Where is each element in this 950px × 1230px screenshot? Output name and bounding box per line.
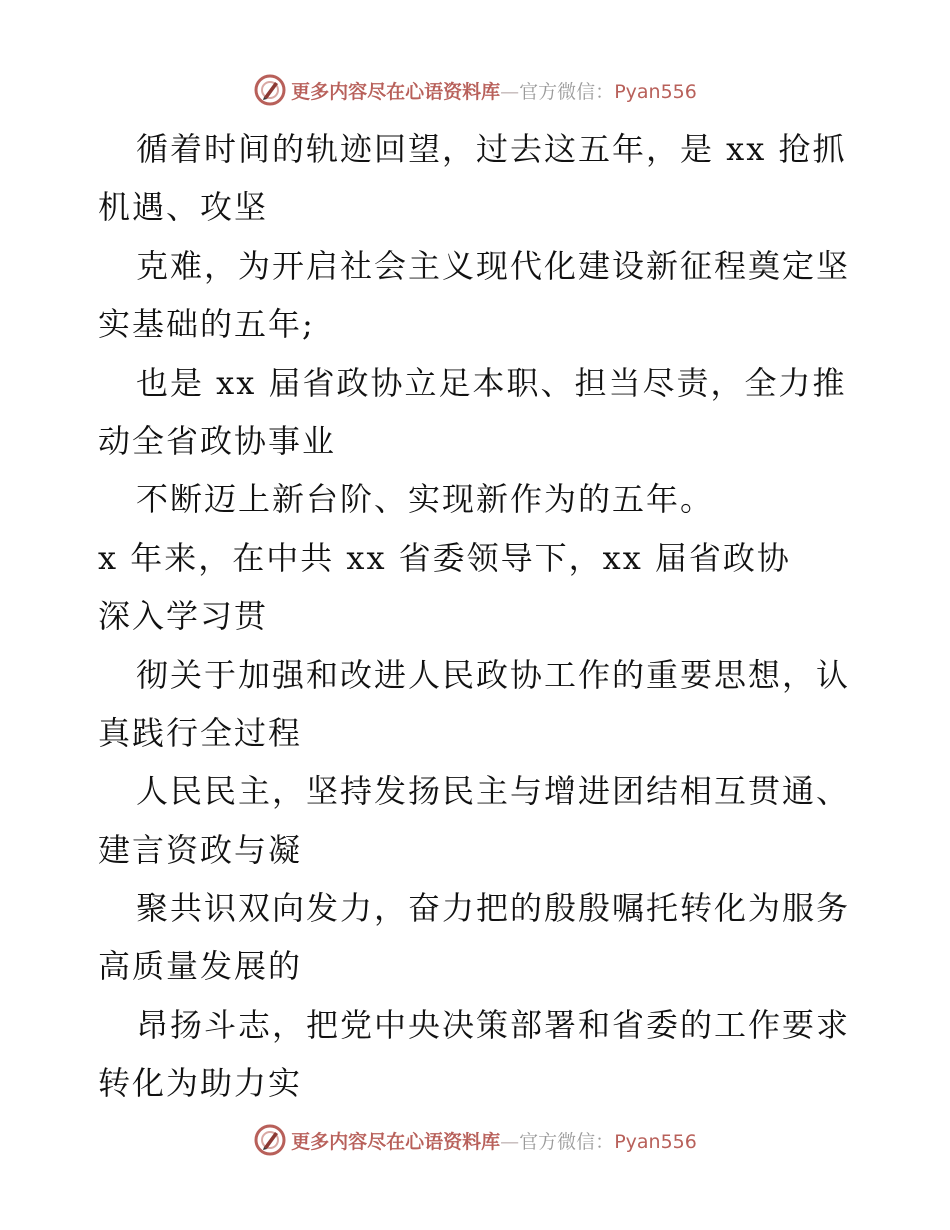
body-line: 人民民主，坚持发扬民主与增进团结相互贯通、: [136, 772, 851, 811]
footer-banner: [0, 1120, 950, 1160]
body-line: 动全省政协事业: [98, 421, 337, 460]
body-line: 高质量发展的: [98, 947, 303, 986]
red-seal-logo-icon: [253, 73, 287, 107]
body-line: 机遇、攻坚: [98, 188, 269, 227]
body-line: 不断迈上新台阶、实现新作为的五年。: [136, 480, 715, 519]
body-line: 克难，为开启社会主义现代化建设新征程奠定坚: [136, 246, 851, 285]
header-wechat-label: 官方微信：: [519, 80, 615, 103]
header-brand-text: 更多内容尽在心语资料库: [291, 80, 501, 103]
header-separator: —: [500, 80, 520, 103]
body-line: 真践行全过程: [98, 713, 303, 752]
footer-wechat-label: 官方微信：: [519, 1130, 615, 1153]
header-banner-text: [291, 77, 697, 104]
body-line: x 年来，在中共 xx 省委领导下，xx 届省政协: [98, 538, 791, 577]
body-line: 转化为助力实: [98, 1064, 303, 1103]
footer-account: Pyan556: [614, 1130, 697, 1153]
body-line: 循着时间的轨迹回望，过去这五年，是 xx 抢抓: [136, 130, 847, 168]
body-line: 彻关于加强和改进人民政协工作的重要思想，认: [136, 655, 851, 694]
body-line: 实基础的五年;: [98, 305, 315, 344]
body-line: 建言资政与凝: [98, 830, 303, 869]
body-line: 昂扬斗志，把党中央决策部署和省委的工作要求: [136, 1005, 851, 1044]
header-account: Pyan556: [614, 80, 697, 103]
document-body: [98, 120, 858, 1113]
body-line: 深入学习贯: [98, 597, 269, 636]
footer-brand-text: 更多内容尽在心语资料库: [291, 1130, 501, 1153]
footer-banner-text: [291, 1127, 697, 1154]
header-banner: [0, 70, 950, 110]
footer-separator: —: [500, 1130, 520, 1153]
red-seal-logo-icon: [253, 1123, 287, 1157]
body-line: 聚共识双向发力，奋力把的殷殷嘱托转化为服务: [136, 889, 851, 928]
body-line: 也是 xx 届省政协立足本职、担当尽责，全力推: [136, 363, 847, 402]
